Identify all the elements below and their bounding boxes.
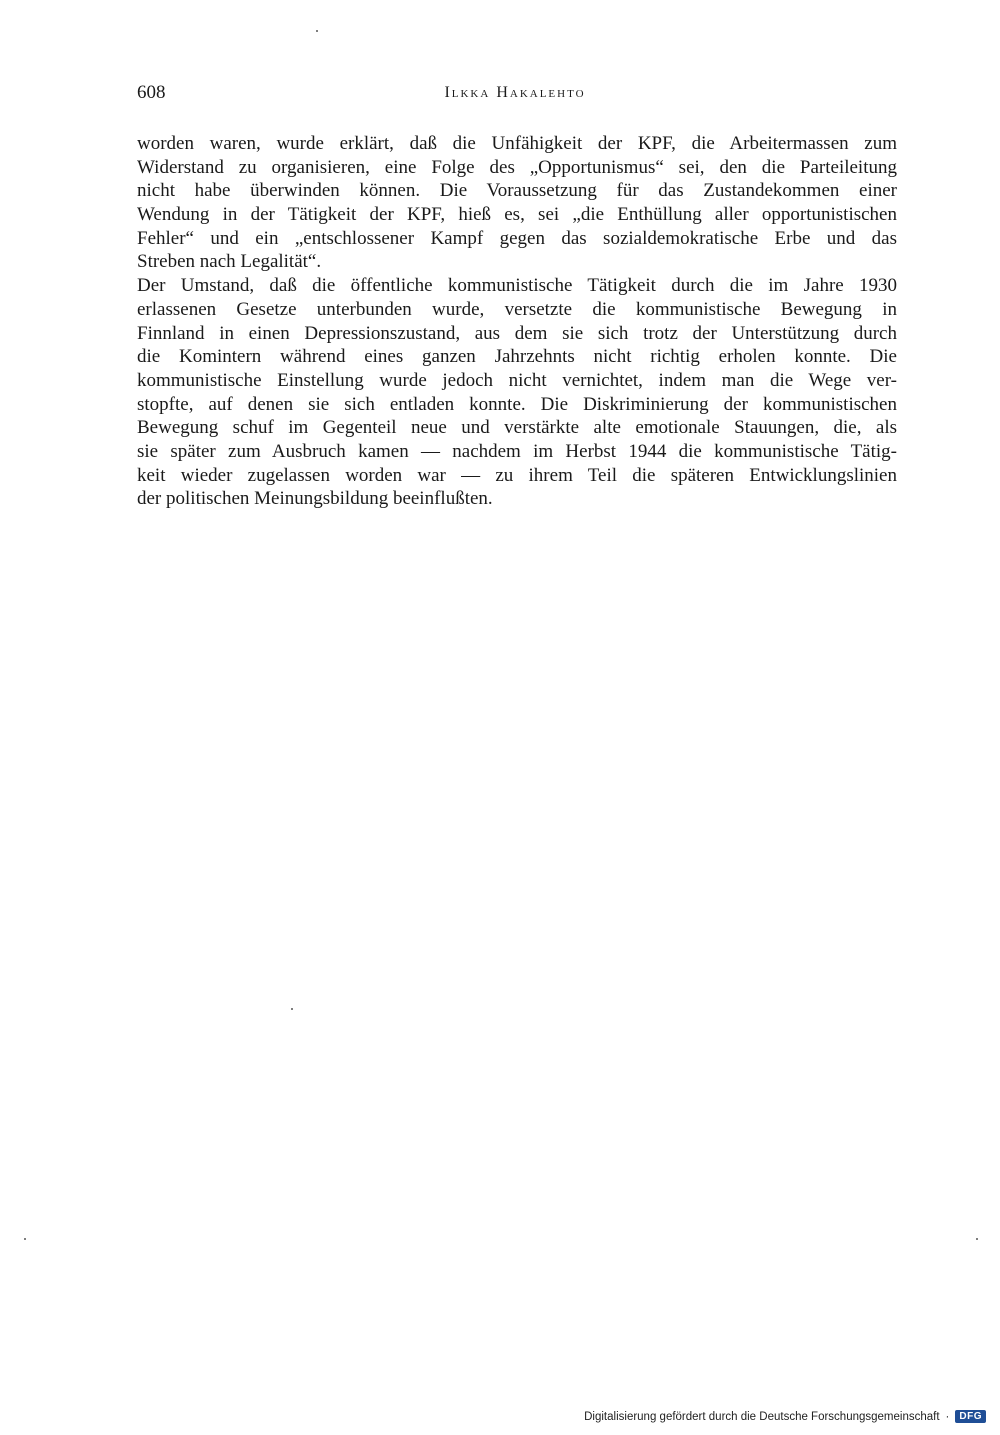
text-line: Widerstand zu organisieren, eine Folge des „Opportunismus“ sei, den die Parteileitung — [137, 156, 897, 178]
text-line: keit wieder zugelassen worden war — zu ihrem Teil die späteren Entwicklungslinien — [137, 464, 897, 486]
text-line: kommunistische Einstellung wurde jedoch nicht vernichtet, indem man die Wege ver- — [137, 369, 897, 391]
dfg-logo: DFG — [955, 1410, 986, 1423]
scan-speck — [24, 1238, 26, 1240]
digitization-footer — [584, 1410, 986, 1423]
body-text — [137, 132, 897, 511]
text-line: die Komintern während eines ganzen Jahrzehnts nicht richtig erholen konnte. Die — [137, 346, 897, 368]
text-line: stopfte, auf denen sie sich entladen konnte. Die Diskriminierung der kommunistischen — [137, 393, 897, 415]
text-line: Der Umstand, daß die öffentliche kommunistische Tätigkeit durch die im Jahre 1930 — [137, 275, 897, 297]
text-line: worden waren, wurde erklärt, daß die Unfähigkeit der KPF, die Arbeitermassen zum — [137, 133, 897, 154]
text-line: Streben nach Legalität“. — [137, 251, 322, 273]
funding-note: Digitalisierung gefördert durch die Deutsche Forschungsgemeinschaft — [584, 1410, 940, 1423]
text-line: sie später zum Ausbruch kamen — nachdem im Herbst 1944 die kommunistische Tätig- — [137, 440, 897, 462]
text-line: Finnland in einen Depressionszustand, aus dem sie sich trotz der Unterstützung durch — [137, 322, 897, 344]
text-line: Wendung in der Tätigkeit der KPF, hieß es, sei „die Enthüllung aller opportunistischen — [137, 204, 897, 226]
footer-separator: · — [945, 1410, 950, 1423]
scan-speck — [316, 30, 318, 32]
text-line: Bewegung schuf im Gegenteil neue und verstärkte alte emotionale Stauungen, die, als — [137, 417, 897, 439]
scan-speck — [976, 1238, 978, 1240]
running-head: Ilkka Hakalehto — [444, 84, 586, 101]
scan-speck — [291, 1008, 293, 1010]
text-line: Fehler“ und ein „entschlossener Kampf gegen das sozialdemokratische Erbe und das — [137, 227, 897, 249]
page-number: 608 — [137, 82, 166, 103]
text-line: der politischen Meinungsbildung beeinflußten. — [137, 488, 493, 510]
text-line: erlassenen Gesetze unterbunden wurde, versetzte die kommunistische Bewegung in — [137, 298, 897, 320]
text-line: nicht habe überwinden können. Die Voraussetzung für das Zustandekommen einer — [137, 180, 897, 202]
